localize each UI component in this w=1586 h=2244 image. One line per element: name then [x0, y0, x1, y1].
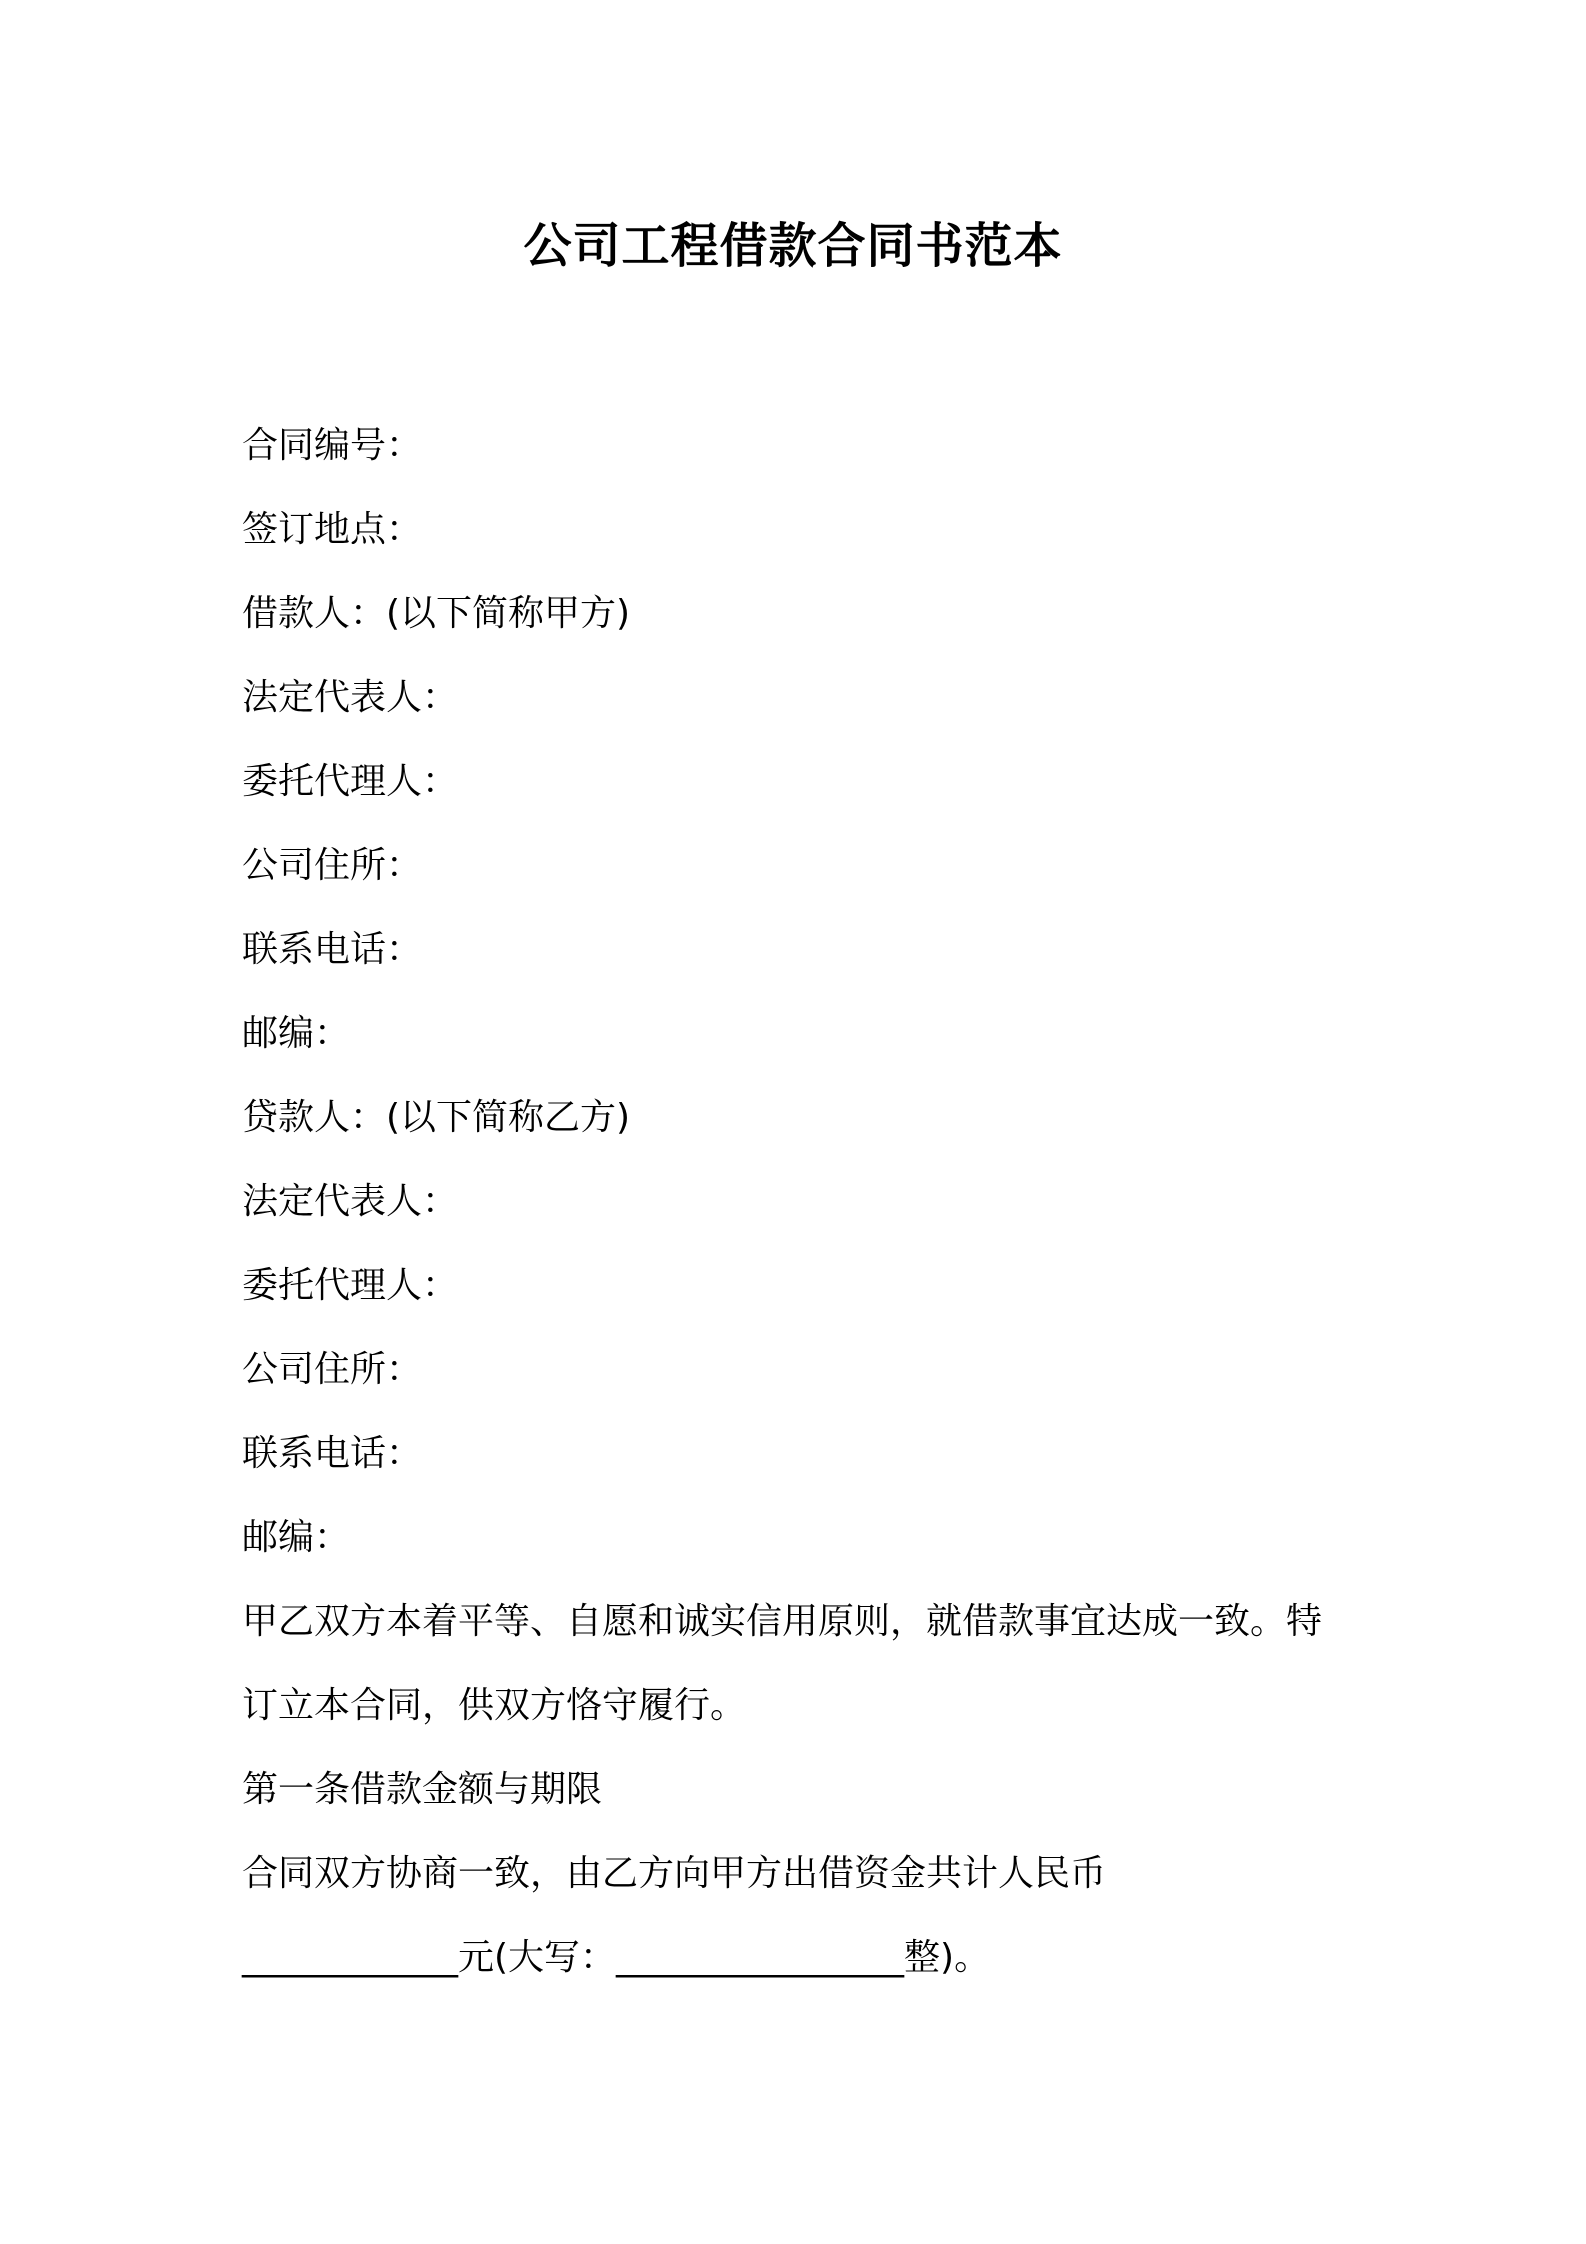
lender-label: 贷款人：(以下简称乙方) — [242, 1097, 631, 1138]
borrower-legal-representative-label: 法定代表人： — [242, 677, 459, 718]
borrower-label: 借款人：(以下简称甲方) — [242, 593, 631, 634]
lender-legal-representative-label: 法定代表人： — [242, 1181, 459, 1222]
preamble-line-2: 订立本合同，供双方恪守履行。 — [242, 1685, 747, 1726]
borrower-phone-label: 联系电话： — [242, 929, 423, 970]
lender-postcode-label: 邮编： — [242, 1517, 351, 1558]
contract-body — [242, 404, 1372, 2000]
lender-phone-label: 联系电话： — [242, 1433, 423, 1474]
lender-address-label: 公司住所： — [242, 1349, 423, 1390]
article-one-text-line-2: ____________元(大写：________________整)。 — [242, 1937, 991, 1978]
borrower-postcode-label: 邮编： — [242, 1013, 351, 1054]
preamble-line-1: 甲乙双方本着平等、自愿和诚实信用原则，就借款事宜达成一致。特 — [242, 1601, 1323, 1642]
article-one-text-line-1: 合同双方协商一致，由乙方向甲方出借资金共计人民币 — [242, 1853, 1107, 1894]
contract-number-label: 合同编号： — [242, 425, 423, 466]
article-one-heading: 第一条借款金额与期限 — [242, 1769, 603, 1810]
borrower-address-label: 公司住所： — [242, 845, 423, 886]
lender-agent-label: 委托代理人： — [242, 1265, 459, 1306]
signing-location-label: 签订地点： — [242, 509, 423, 550]
borrower-agent-label: 委托代理人： — [242, 761, 459, 802]
document-title: 公司工程借款合同书范本 — [523, 218, 1063, 274]
